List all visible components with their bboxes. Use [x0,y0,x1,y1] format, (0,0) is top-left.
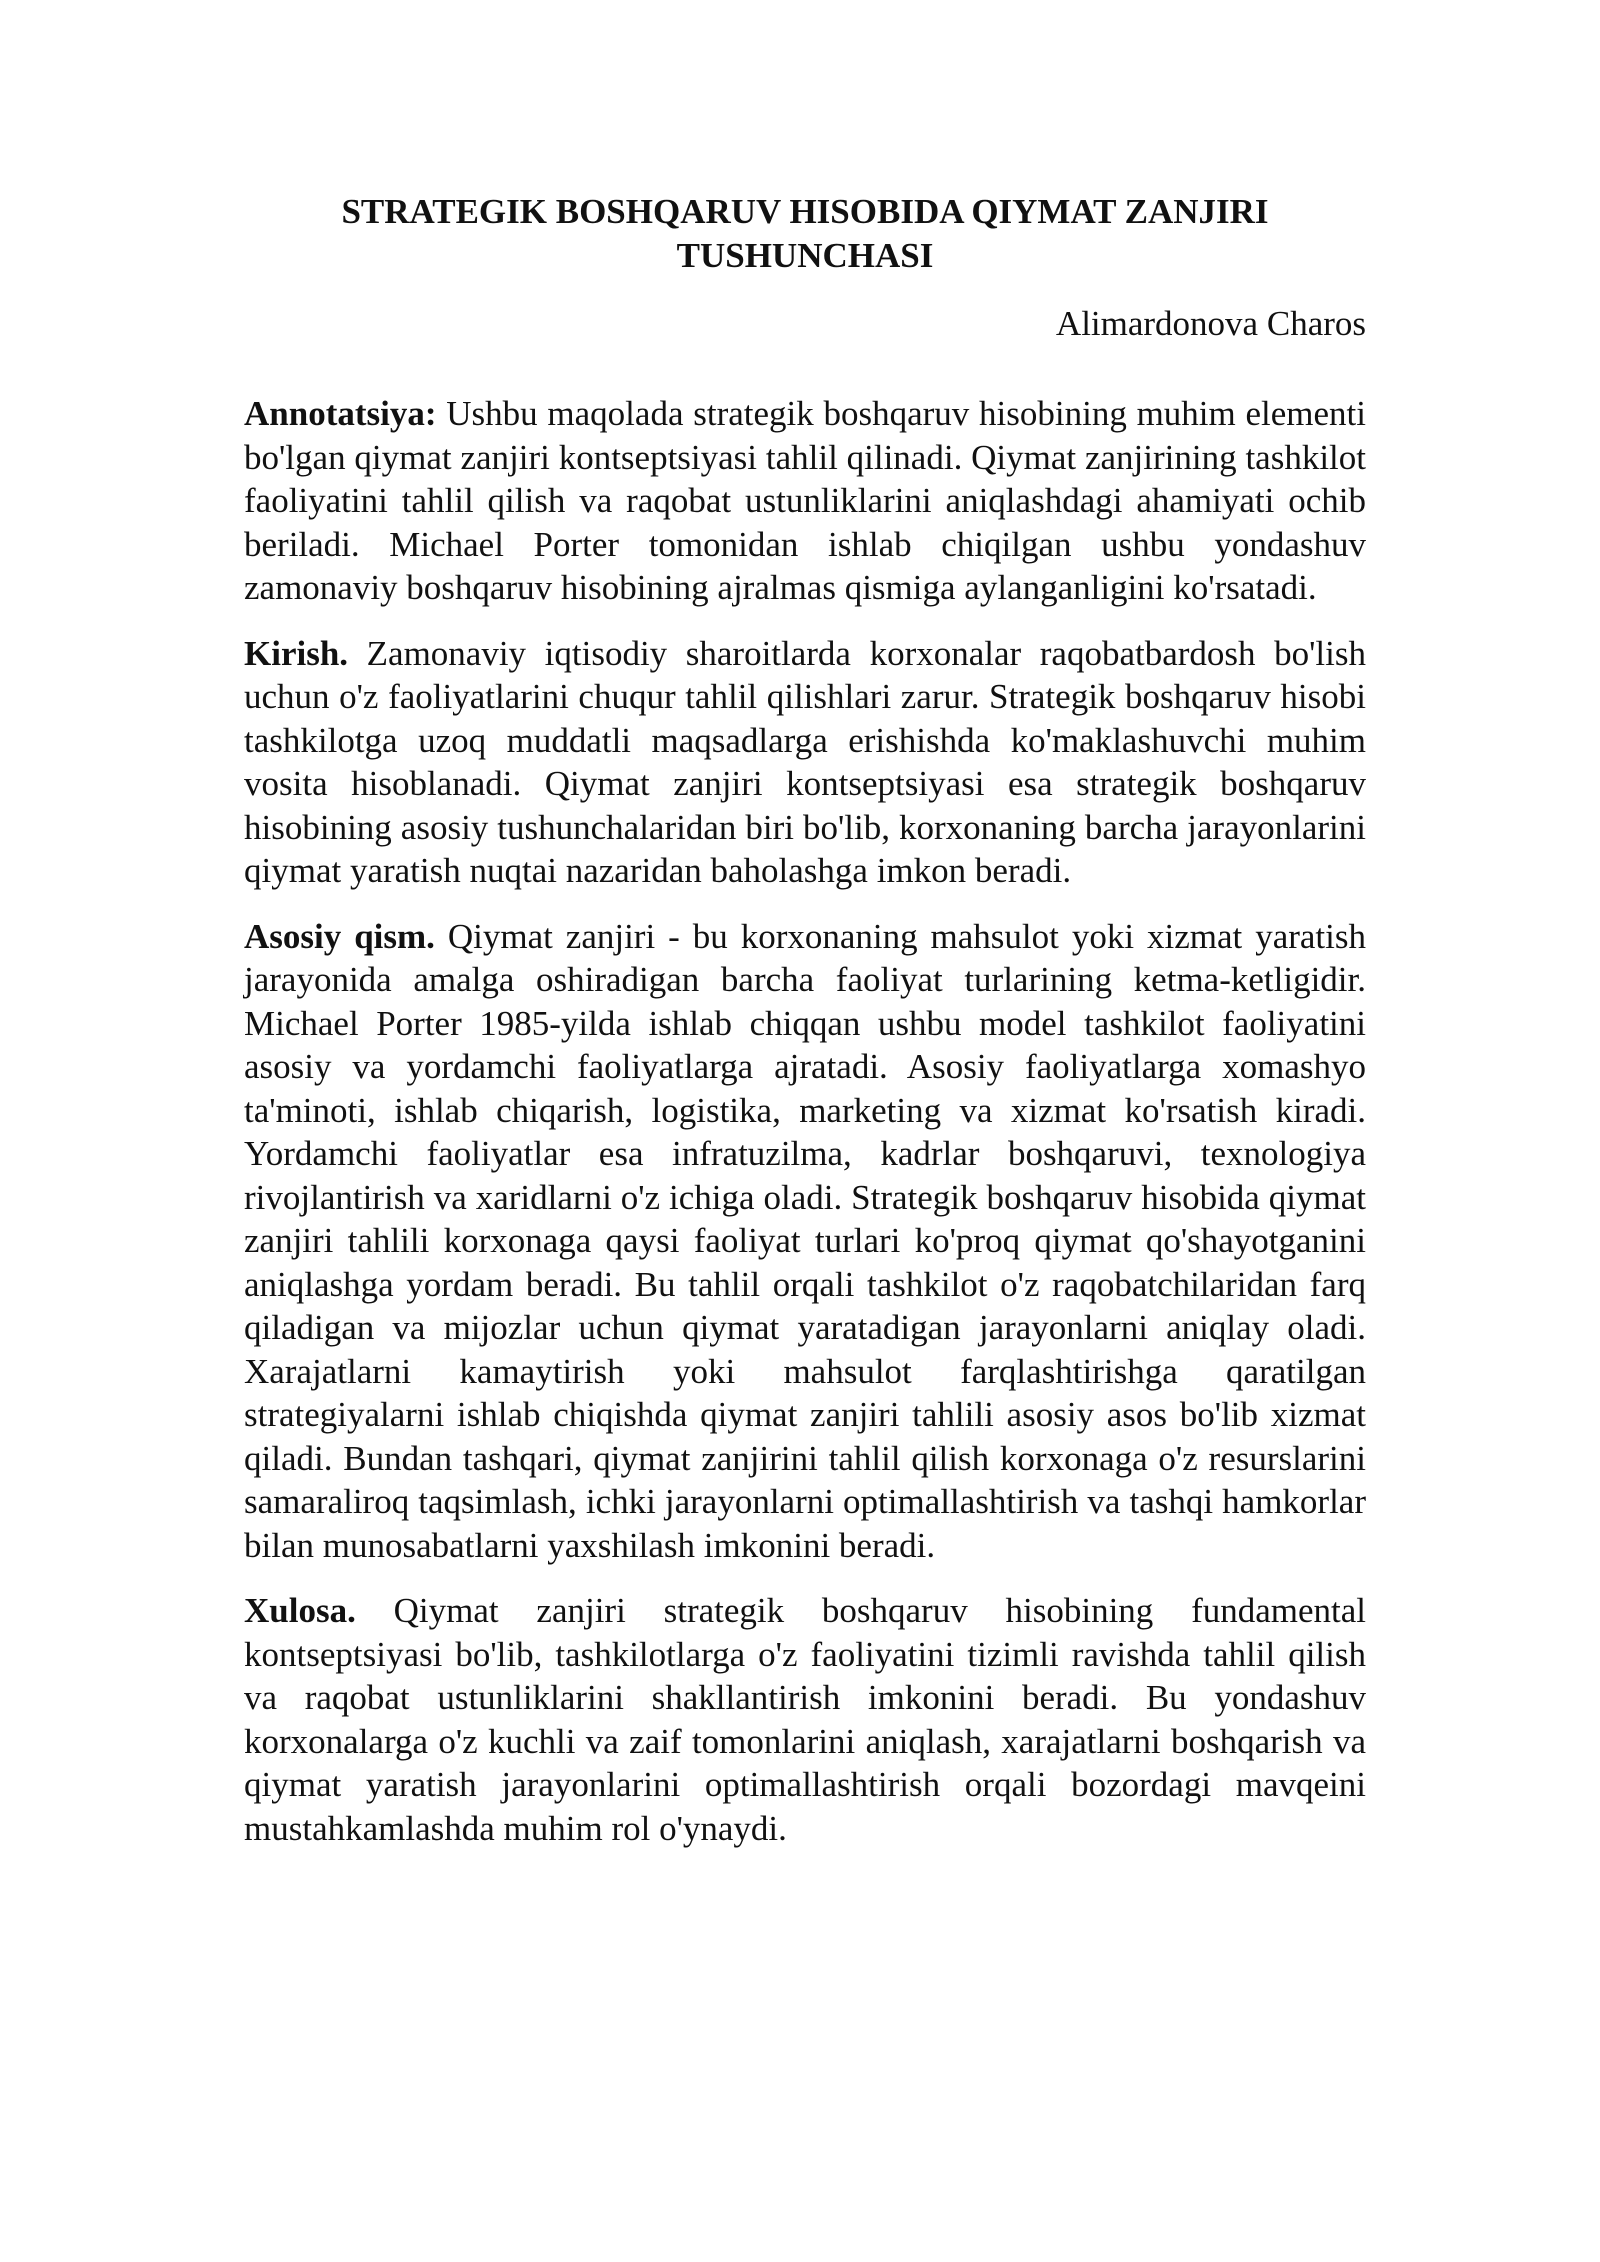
main-part-heading: Asosiy qism. [244,916,435,956]
title-line-1: STRATEGIK BOSHQARUV HISOBIDA QIYMAT ZANJIRI [341,192,1269,231]
conclusion-text: Qiymat zanjiri strategik boshqaruv hisobining fundamental kontseptsiyasi bo'lib, tashkilotlarga o'z faoliyatini tizimli ravishda tahlil qilish va raqobat ustunliklarini shakllantirish imkonini beradi. Bu yondashuv korxonalarga o'z kuchli va zaif tomonlarini aniqlash, xarajatlarni boshqarish va qiymat yaratish jarayonlarini optimallashtirish orqali bozordagi mavqeini mustahkamlashda muhim rol o'ynaydi. [244,1591,1367,1848]
main-part-paragraph [244,915,1366,1568]
introduction-text: Zamonaviy iqtisodiy sharoitlarda korxonalar raqobatbardosh bo'lish uchun o'z faoliyatlarini chuqur tahlil qilishlari zarur. Strategik boshqaruv hisobi tashkilotga uzoq muddatli maqsadlarga erishishda ko'maklashuvchi muhim vosita hisoblanadi. Qiymat zanjiri kontseptsiyasi esa strategik boshqaruv hisobining asosiy tushunchalaridan biri bo'lib, korxonaning barcha jarayonlarini qiymat yaratish nuqtai nazaridan baholashga imkon beradi. [244,633,1366,890]
title-line-2: TUSHUNCHASI [676,236,934,275]
conclusion-heading: Xulosa. [244,1591,356,1630]
annotation-paragraph [244,392,1366,610]
document-title [244,190,1366,278]
introduction-heading: Kirish. [244,633,349,673]
document-body [244,190,1366,1850]
introduction-paragraph [244,632,1366,893]
main-part-text: Qiymat zanjiri - bu korxonaning mahsulot yoki xizmat yaratish jarayonida amalga oshiradigan barcha faoliyat turlarining ketma-ketligidir. Michael Porter 1985-yilda ishlab chiqqan ushbu model tashkilot faoliyatini asosiy va yordamchi faoliyatlarga ajratadi. Asosiy faoliyatlarga xomashyo ta'minoti, ishlab chiqarish, logistika, marketing va xizmat ko'rsatish kiradi. Yordamchi faoliyatlar esa infratuzilma, kadrlar boshqaruvi, texnologiya rivojlantirish va xaridlarni o'z ichiga oladi. Strategik boshqaruv hisobida qiymat zanjiri tahlili korxonaga qaysi faoliyat turlari ko'proq qiymat qo'shayotganini aniqlashga yordam beradi. Bu tahlil orqali tashkilot o'z raqobatchilaridan farq qiladigan va mijozlar uchun qiymat yaratadigan jarayonlarni aniqlay oladi. Xarajatlarni kamaytirish yoki mahsulot farqlashtirishga qaratilgan strategiyalarni ishlab chiqishda qiymat zanjiri tahlili asosiy asos bo'lib xizmat qiladi. Bundan tashqari, qiymat zanjirini tahlil qilish korxonaga o'z resurslarini samaraliroq taqsimlash, ichki jarayonlarni optimallashtirish va tashqi hamkorlar bilan munosabatlarni yaxshilash imkonini beradi. [244,916,1366,1565]
conclusion-paragraph [244,1589,1366,1850]
annotation-heading: Annotatsiya: [244,394,437,433]
author-name: Alimardonova Charos [1055,304,1366,343]
annotation-text: Ushbu maqolada strategik boshqaruv hisobining muhim elementi bo'lgan qiymat zanjiri kontseptsiyasi tahlil qilinadi. Qiymat zanjirining tashkilot faoliyatini tahlil qilish va raqobat ustunliklarini aniqlashdagi ahamiyati ochib beriladi. Michael Porter tomonidan ishlab chiqilgan ushbu yondashuv zamonaviy boshqaruv hisobining ajralmas qismiga aylanganligini ko'rsatadi. [244,394,1366,607]
